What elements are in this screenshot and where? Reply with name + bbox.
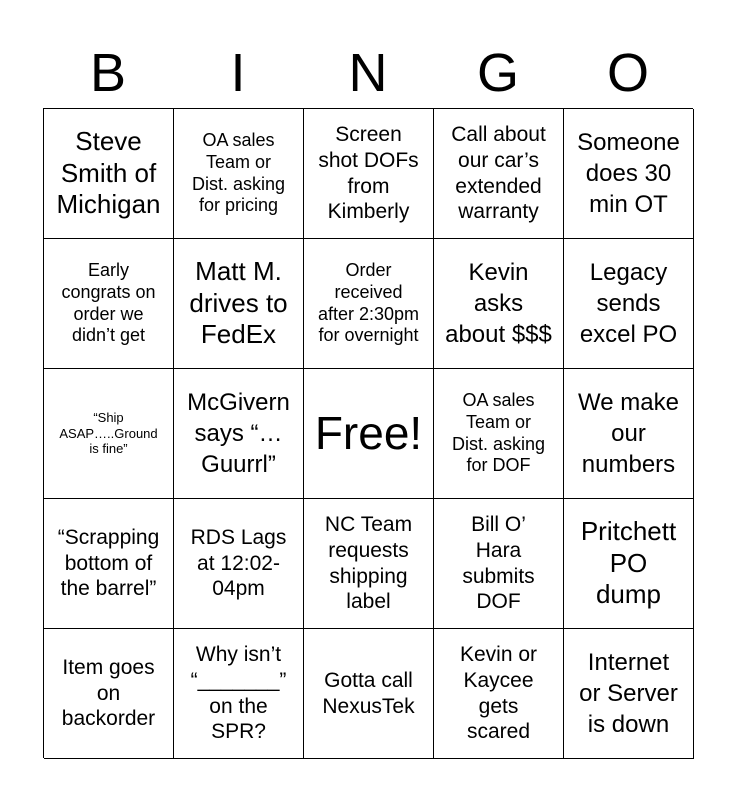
free-space-cell[interactable]: [304, 369, 434, 499]
bingo-cell[interactable]: [564, 109, 694, 239]
header-letter-o: O: [606, 43, 649, 103]
cell-text: Gotta call NexusTek: [322, 668, 415, 718]
cell-text: Order received after 2:30pm for overnight: [317, 259, 420, 346]
cell-text: OA sales Team or Dist. asking for DOF: [451, 389, 546, 476]
cell-text: RDS Lags at 12:02- 04pm: [190, 526, 287, 601]
cell-text: Kevin or Kaycee gets scared: [459, 643, 538, 744]
bingo-cell[interactable]: [174, 109, 304, 239]
bingo-cell[interactable]: [434, 499, 564, 629]
bingo-cell[interactable]: [434, 629, 564, 759]
bingo-cell[interactable]: [434, 239, 564, 369]
bingo-cell[interactable]: [434, 369, 564, 499]
cell-text: Internet or Server is down: [579, 648, 678, 739]
cell-text: Call about our car’s extended warranty: [451, 123, 546, 224]
cell-text: Someone does 30 min OT: [577, 128, 680, 219]
header-letter-i: I: [230, 43, 246, 103]
cell-text: NC Team requests shipping label: [324, 513, 413, 614]
bingo-cell[interactable]: [44, 239, 174, 369]
bingo-cell[interactable]: [304, 629, 434, 759]
bingo-cell[interactable]: [304, 239, 434, 369]
cell-text: OA sales Team or Dist. asking for pricing: [191, 129, 286, 216]
cell-text: Early congrats on order we didn’t get: [61, 259, 156, 346]
bingo-cell[interactable]: [44, 499, 174, 629]
cell-text: Legacy sends excel PO: [579, 258, 678, 349]
bingo-cell[interactable]: [174, 629, 304, 759]
header-letter-b: B: [89, 43, 127, 103]
cell-text: Matt M. drives to FedEx: [189, 255, 288, 350]
free-space-text: Free!: [314, 407, 423, 460]
bingo-cell[interactable]: [434, 109, 564, 239]
cell-text: Steve Smith of Michigan: [56, 125, 161, 220]
bingo-cell[interactable]: [304, 499, 434, 629]
bingo-cell[interactable]: [174, 369, 304, 499]
cell-text: Screen shot DOFs from Kimberly: [318, 123, 419, 224]
bingo-cell[interactable]: [44, 369, 174, 499]
bingo-cell[interactable]: [44, 629, 174, 759]
cell-text: Kevin asks about $$$: [445, 258, 552, 349]
cell-text: Pritchett PO dump: [580, 515, 677, 610]
bingo-cell[interactable]: [304, 109, 434, 239]
bingo-cell[interactable]: [174, 239, 304, 369]
cell-text: Item goes on backorder: [61, 656, 156, 731]
bingo-header: [43, 38, 693, 108]
bingo-cell[interactable]: [44, 109, 174, 239]
header-letter-n: N: [348, 43, 388, 103]
cell-text: “Ship ASAP…..Ground is fine”: [59, 409, 158, 457]
bingo-board: [43, 108, 693, 758]
bingo-cell[interactable]: [174, 499, 304, 629]
bingo-cell[interactable]: [564, 239, 694, 369]
bingo-cell[interactable]: [564, 629, 694, 759]
cell-text: We make our numbers: [578, 388, 679, 479]
header-letter-g: G: [476, 43, 519, 103]
cell-text: Why isn’t “_______” on the SPR?: [190, 643, 287, 744]
cell-text: McGivern says “… Guurrl”: [187, 388, 290, 479]
cell-text: Bill O’ Hara submits DOF: [462, 513, 535, 614]
bingo-cell[interactable]: [564, 369, 694, 499]
cell-text: “Scrapping bottom of the barrel”: [57, 526, 160, 601]
bingo-cell[interactable]: [564, 499, 694, 629]
